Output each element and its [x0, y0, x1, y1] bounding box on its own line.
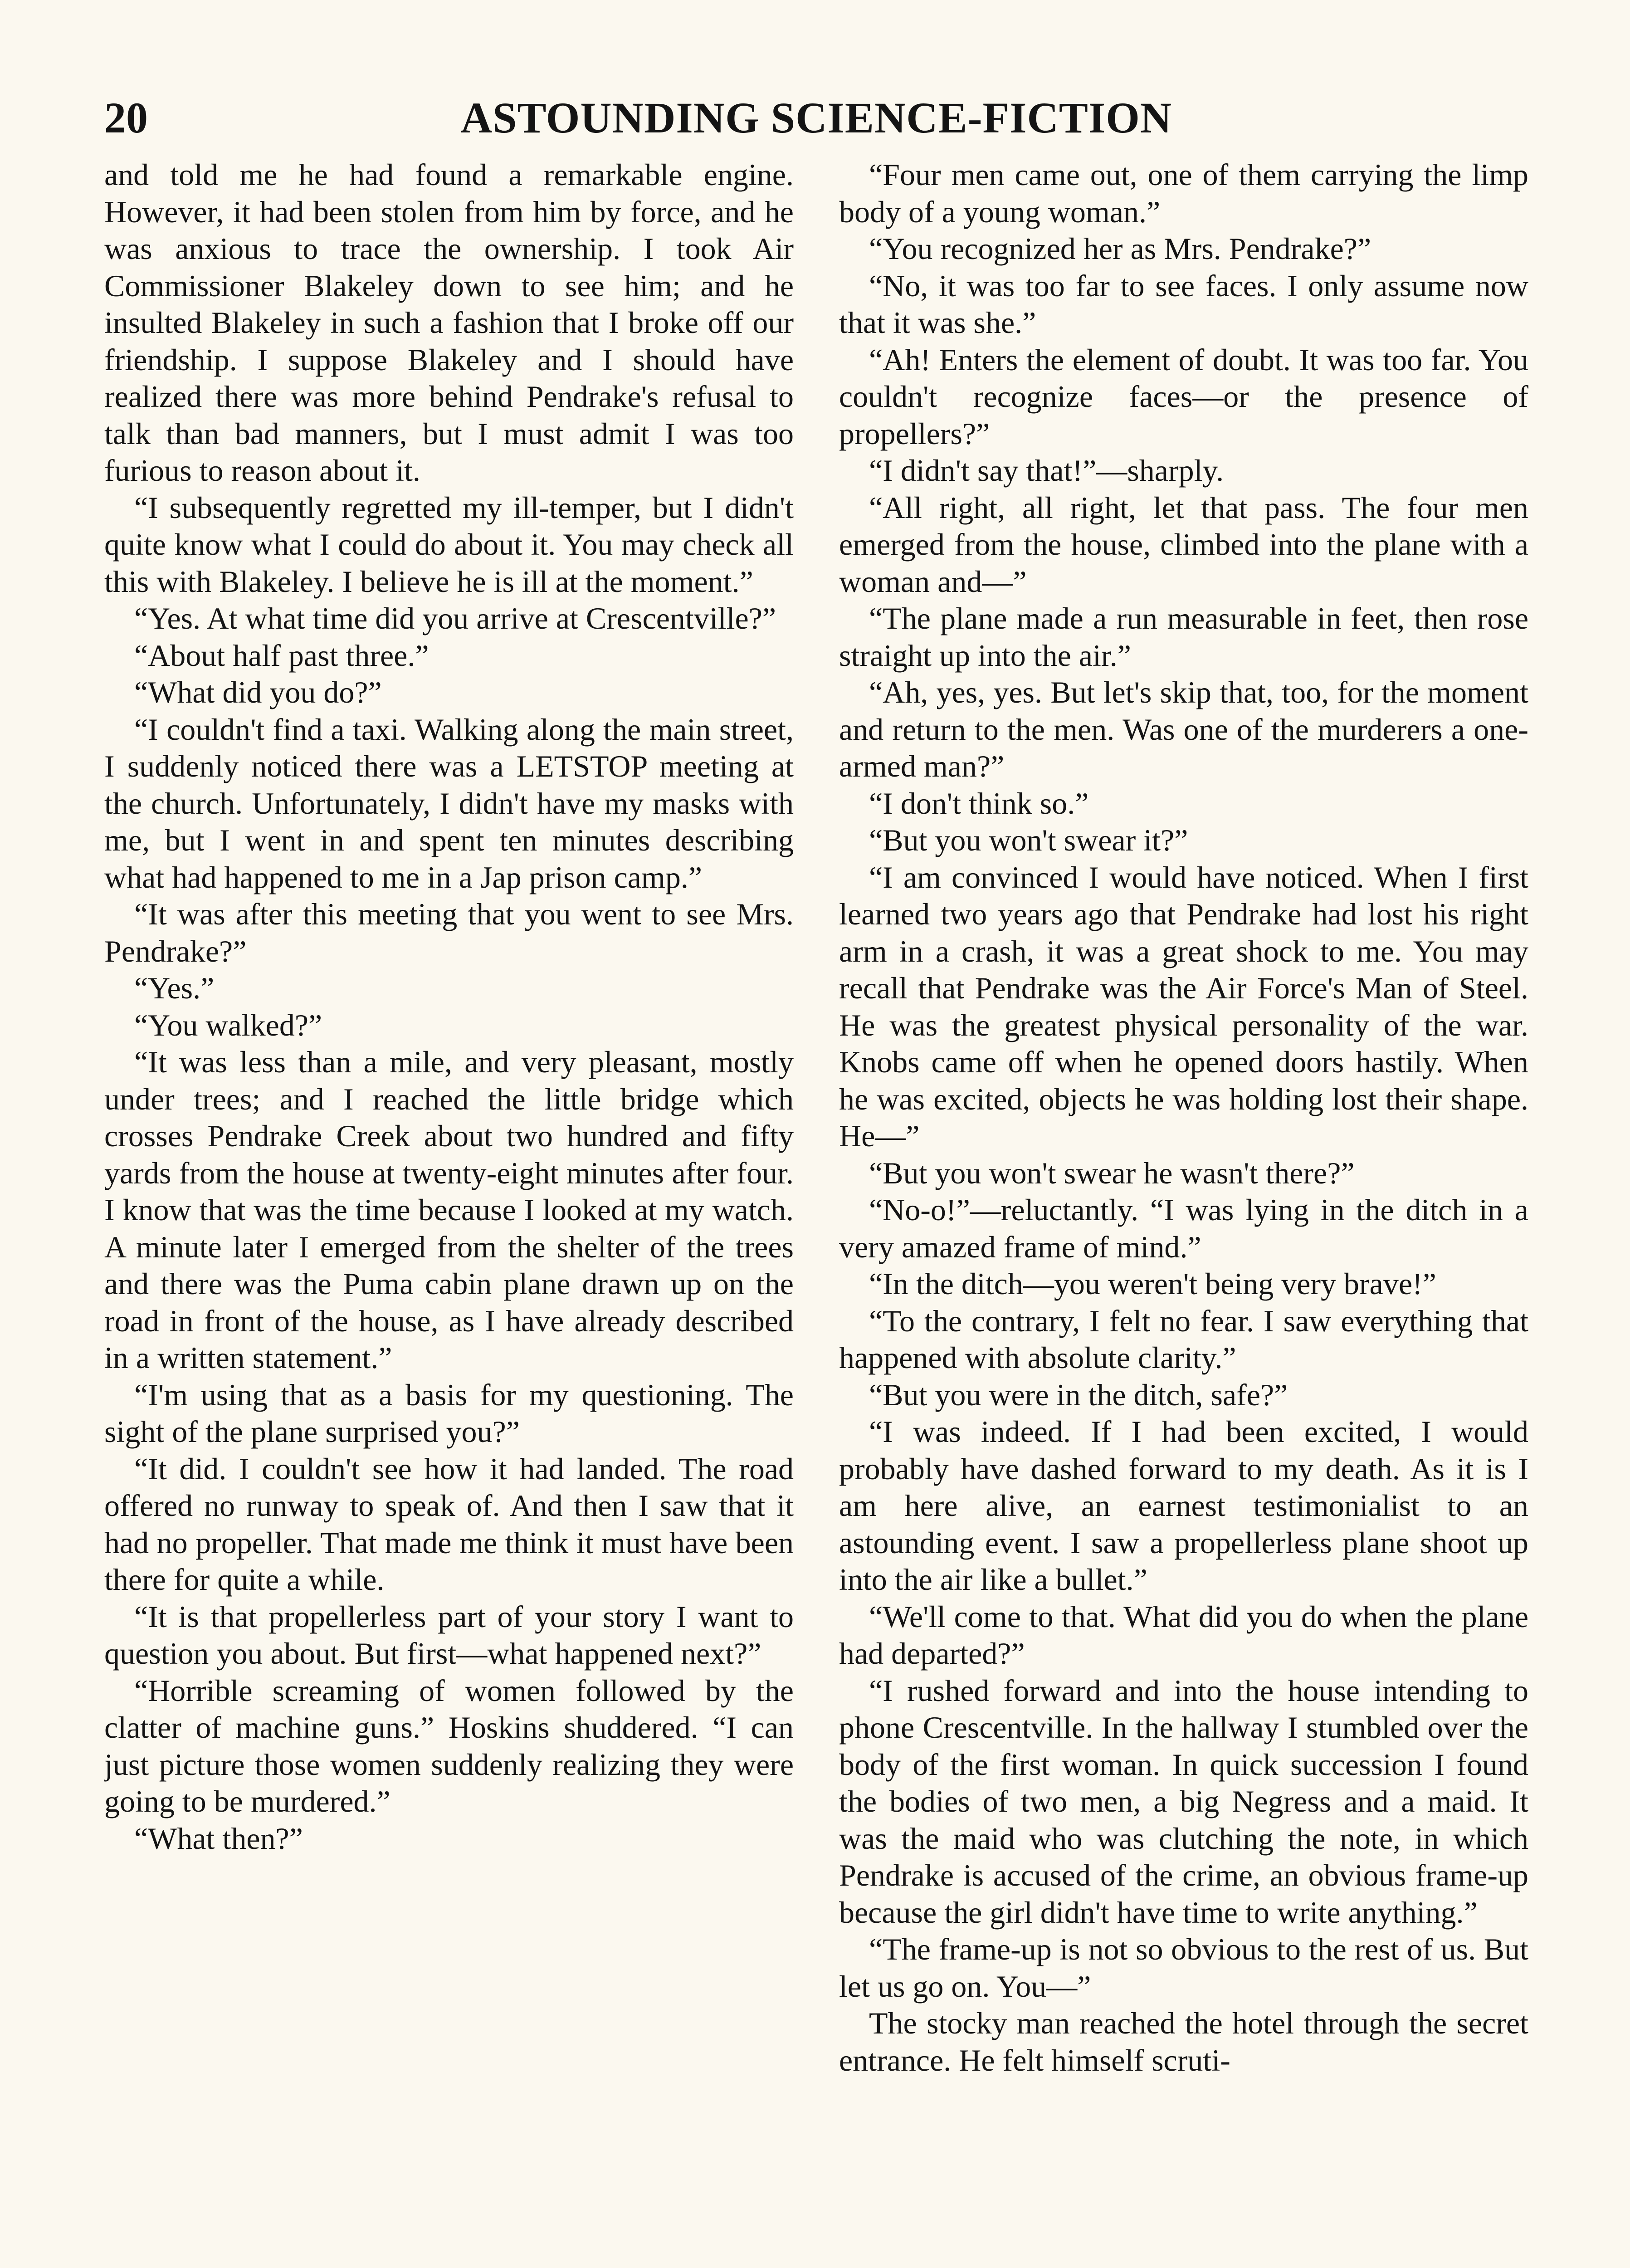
page-number: 20 — [104, 93, 148, 142]
paragraph: “I couldn't find a taxi. Walking along the main street, I suddenly noticed there was a LETSTOP meeting at the church. Unfortunately, I didn't have my masks with me, but I went in and spent ten minutes describing what had happened to me in a Jap prison camp.” — [104, 712, 794, 894]
paragraph: “You recognized her as Mrs. Pendrake?” — [869, 231, 1371, 266]
paragraph: and told me he had found a remarkable engine. However, it had been stolen from him by force, and he was anxious to trace the ownership. I took Air Commissioner Blakeley down to see him; and he insulted Blakeley in such a fashion that I broke off our friendship. I suppose Blakeley and I should have realized there was more behind Pendrake's refusal to talk than bad manners, but I must admit I was too furious to reason about it. — [104, 157, 794, 488]
paragraph: “To the contrary, I felt no fear. I saw everything that happened with absolute clarity.” — [839, 1303, 1528, 1375]
paragraph: “I am convinced I would have noticed. When I first learned two years ago that Pendrake had lost his right arm in a crash, it was a great shock to me. You may recall that Pendrake was the Air Force's Man of Steel. He was the greatest physical personality of the war. Knobs came off when he opened doors hastily. When he was excited, objects he was holding lost their shape. He—” — [839, 860, 1528, 1153]
right-column — [839, 156, 1528, 2239]
paragraph: “Yes. At what time did you arrive at Crescentville?” — [134, 601, 776, 635]
paragraph: “I don't think so.” — [869, 786, 1089, 821]
paragraph: “The plane made a run measurable in feet, then rose straight up into the air.” — [839, 601, 1528, 673]
paragraph: “All right, all right, let that pass. The four men emerged from the house, climbed into the plane with a woman and—” — [839, 490, 1528, 599]
paragraph: “About half past three.” — [134, 638, 429, 673]
paragraph: “You walked?” — [134, 1007, 322, 1042]
paragraph: “No-o!”—reluctantly. “I was lying in the ditch in a very amazed frame of mind.” — [839, 1193, 1528, 1264]
paragraph: “I didn't say that!”—sharply. — [869, 453, 1224, 488]
paragraph: “Horrible screaming of women followed by the clatter of machine guns.” Hoskins shuddered. “I can just picture those women suddenly realizing they were going to be murdered.” — [104, 1673, 794, 1818]
paragraph: “Four men came out, one of them carrying the limp body of a young woman.” — [839, 157, 1528, 229]
paragraph: “But you won't swear it?” — [869, 823, 1188, 857]
paragraph: “Ah! Enters the element of doubt. It was too far. You couldn't recognize faces—or the presence of propellers?” — [839, 342, 1528, 451]
running-title: ASTOUNDING SCIENCE-FICTION — [460, 93, 1172, 142]
paragraph: “I'm using that as a basis for my questioning. The sight of the plane surprised you?” — [104, 1377, 794, 1449]
paragraph: “It was less than a mile, and very pleasant, mostly under trees; and I reached the little bridge which crosses Pendrake Creek about two hundred and fifty yards from the house at twenty-eight minutes after four. I know that was the time because I looked at my watch. A minute later I emerged from the shelter of the trees and there was the Puma cabin plane drawn up on the road in front of the house, as I have already described in a written statement.” — [104, 1045, 794, 1375]
paragraph: “What did you do?” — [134, 675, 382, 709]
page-header — [104, 86, 1528, 150]
paragraph: “I rushed forward and into the house intending to phone Crescentville. In the hallway I stumbled over the body of the first woman. In quick succession I found the bodies of two men, a big Negress and a maid. It was the maid who was clutching the note, in which Pendrake is accused of the crime, an obvious frame-up because the girl didn't have time to write anything.” — [839, 1673, 1528, 1930]
paragraph: “What then?” — [134, 1821, 303, 1856]
paragraph: “It did. I couldn't see how it had landed. The road offered no runway to speak of. And then I saw that it had no propeller. That made me think it must have been there for quite a while. — [104, 1451, 794, 1597]
paragraph: “Yes.” — [134, 971, 215, 1005]
paragraph: “In the ditch—you weren't being very brave!” — [869, 1266, 1436, 1301]
left-column — [104, 156, 794, 2239]
paragraph: “Ah, yes, yes. But let's skip that, too, for the moment and return to the men. Was one of the murderers a one-armed man?” — [839, 675, 1528, 783]
paragraph: “No, it was too far to see faces. I only assume now that it was she.” — [839, 268, 1528, 340]
paragraph: “I subsequently regretted my ill-temper, but I didn't quite know what I could do about it. You may check all this with Blakeley. I believe he is ill at the moment.” — [104, 490, 794, 599]
paragraph: The stocky man reached the hotel through the secret entrance. He felt himself scruti- — [839, 2006, 1528, 2077]
paragraph: “We'll come to that. What did you do when the plane had departed?” — [839, 1599, 1528, 1671]
paragraph: “It was after this meeting that you went to see Mrs. Pendrake?” — [104, 897, 794, 968]
paragraph: “I was indeed. If I had been excited, I would probably have dashed forward to my death. As it is I am here alive, an earnest testimonialist to an astounding event. I saw a propellerless plane shoot up into the air like a bullet.” — [839, 1414, 1528, 1597]
paragraph: “It is that propellerless part of your story I want to question you about. But first—what happened next?” — [104, 1599, 794, 1671]
paragraph: “But you won't swear he wasn't there?” — [869, 1155, 1355, 1190]
paragraph: “The frame-up is not so obvious to the rest of us. But let us go on. You—” — [839, 1932, 1528, 2004]
paragraph: “But you were in the ditch, safe?” — [869, 1377, 1288, 1412]
article-body — [104, 156, 1528, 2239]
